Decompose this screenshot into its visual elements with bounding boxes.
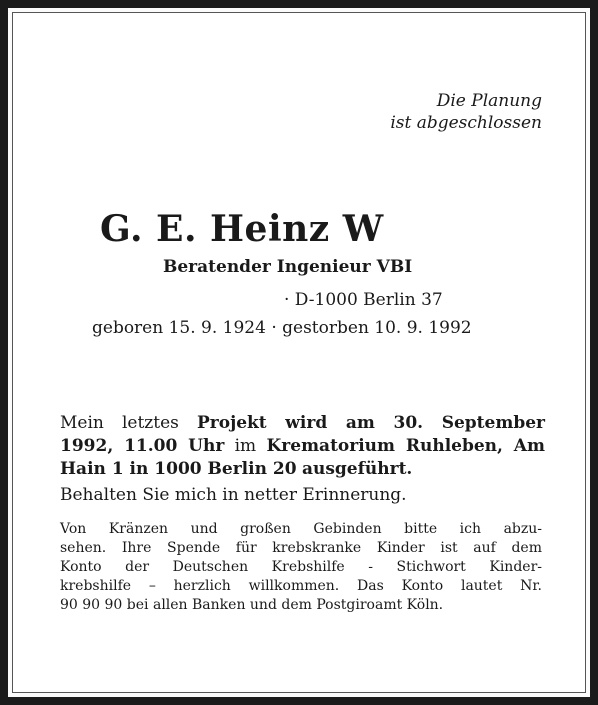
project-time-bold: 1992, 11.00 Uhr <box>60 436 225 456</box>
project-line-2 <box>60 435 545 458</box>
remember-line: Behalten Sie mich in netter Erinnerung. <box>60 485 407 505</box>
project-text: im <box>224 436 267 456</box>
donation-paragraph <box>60 520 542 615</box>
donation-line-4: krebshilfe – herzlich willkommen. Das Konto lautet Nr. <box>60 578 542 594</box>
motto-line-2: ist abgeschlossen <box>390 113 542 133</box>
donation-line-3: Konto der Deutschen Krebshilfe - Stichwort Kinder- <box>60 559 542 575</box>
donation-line-5: 90 90 90 bei allen Banken und dem Postgiroamt Köln. <box>60 597 444 613</box>
project-location-bold: Krematorium Ruhleben, Am <box>266 436 545 456</box>
project-address-bold: Hain 1 in 1000 Berlin 20 <box>60 459 297 479</box>
address: · D-1000 Berlin 37 <box>284 290 443 310</box>
project-text: Mein letztes <box>60 413 197 433</box>
motto <box>390 90 542 134</box>
motto-line-1: Die Planung <box>436 91 542 111</box>
project-executed-bold: ausgeführt. <box>301 459 413 479</box>
professional-title: Beratender Ingenieur VBI <box>163 257 413 277</box>
donation-line-2: sehen. Ihre Spende für krebskranke Kinder ist auf dem <box>60 540 542 556</box>
life-dates: geboren 15. 9. 1924 · gestorben 10. 9. 1992 <box>92 318 472 338</box>
project-paragraph <box>60 412 545 481</box>
project-line-3 <box>60 458 545 481</box>
project-text-bold: Projekt wird am 30. September <box>196 413 545 433</box>
deceased-name: G. E. Heinz W <box>100 208 384 250</box>
donation-line-1: Von Kränzen und großen Gebinden bitte ich abzu- <box>60 521 542 537</box>
project-line-1 <box>60 412 545 435</box>
